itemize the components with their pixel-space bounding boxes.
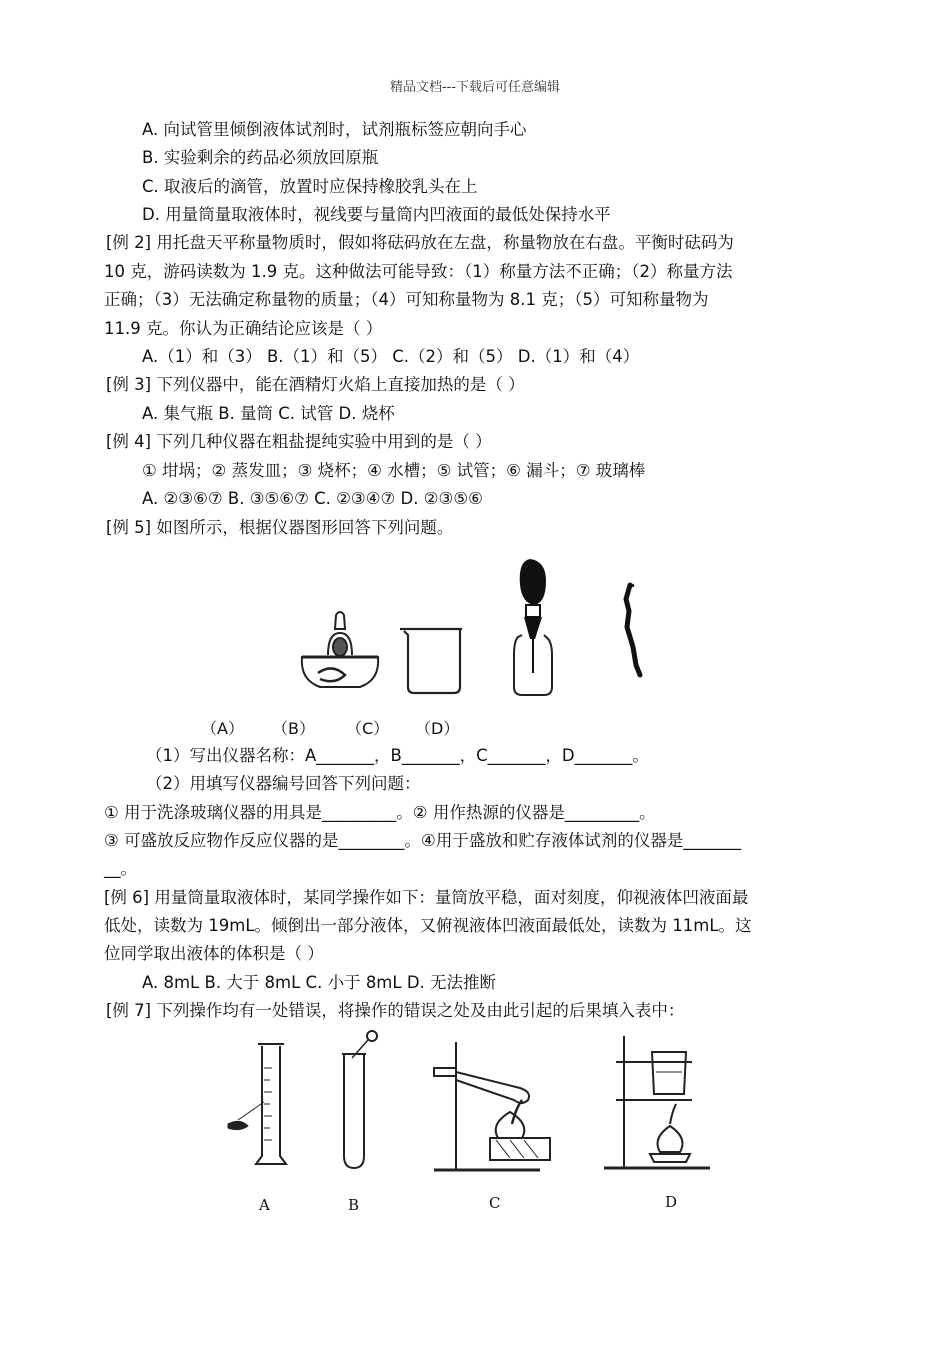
heating-tube-stand-drawing: [434, 1042, 550, 1170]
operations-figure: [220, 1028, 720, 1188]
text-line: A. ②③⑥⑦ B. ③⑤⑥⑦ C. ②③④⑦ D. ②③⑤⑥: [142, 489, 483, 508]
text-line: 10 克，游码读数为 1.9 克。这种做法可能导致：（1）称量方法不正确；（2）称量方法: [104, 262, 733, 281]
text-line: [例 6] 用量筒量取液体时，某同学操作如下：量筒放平稳，面对刻度，仰视液体凹液面最: [104, 888, 749, 907]
figure-label-c: （C）: [346, 719, 390, 738]
page-header: 精品文档---下载后可任意编辑: [389, 80, 561, 95]
text-line: （1）写出仪器名称：A_______，B_______，C_______，D_______。: [146, 746, 649, 765]
stirring-rod-drawing: [626, 585, 640, 675]
ring-stand-heating-drawing: [604, 1036, 710, 1168]
text-line: C. 取液后的滴管，放置时应保持橡胶乳头在上: [142, 177, 478, 196]
text-line: ③ 可盛放反应物作反应仪器的是________。④用于盛放和贮存液体试剂的仪器是_______: [104, 831, 742, 850]
text-line: ① 坩埚；② 蒸发皿；③ 烧杯；④ 水槽；⑤ 试管；⑥ 漏斗；⑦ 玻璃棒: [142, 461, 646, 480]
text-line: 11.9 克。你认为正确结论应该是（ ）: [104, 319, 383, 338]
text-line: （2）用填写仪器编号回答下列问题：: [146, 774, 421, 793]
text-line: [例 3] 下列仪器中，能在酒精灯火焰上直接加热的是（ ）: [106, 375, 525, 394]
test-tube-brush-drawing: [514, 559, 552, 695]
text-line: A. 8mL B. 大于 8mL C. 小于 8mL D. 无法推断: [142, 973, 497, 992]
text-line: 位同学取出液体的体积是（ ）: [104, 944, 324, 963]
test-tube-drawing: [342, 1031, 377, 1168]
figure2-label-c: C: [489, 1194, 501, 1212]
text-line: D. 用量筒量取液体时，视线要与量筒内凹液面的最低处保持水平: [142, 205, 611, 224]
figure2-label-a: A: [259, 1196, 270, 1214]
text-line: [例 5] 如图所示，根据仪器图形回答下列问题。: [106, 518, 454, 537]
text-line: [例 2] 用托盘天平称量物质时，假如将砝码放在左盘，称量物放在右盘。平衡时砝码为: [106, 233, 734, 252]
text-line: A.（1）和（3） B.（1）和（5） C.（2）和（5） D.（1）和（4）: [142, 347, 640, 366]
figure-label-a: （A）: [201, 719, 244, 738]
text-line: 正确；（3）无法确定称量物的质量；（4）可知称量物为 8.1 克；（5）可知称量物为: [104, 290, 709, 309]
graduated-cylinder-drawing: [228, 1044, 286, 1164]
instruments-figure: [290, 555, 670, 705]
text-line: [例 7] 下列操作均有一处错误，将操作的错误之处及由此引起的后果填入表中：: [106, 1001, 685, 1020]
text-line: A. 集气瓶 B. 量筒 C. 试管 D. 烧杯: [142, 404, 395, 423]
figure-label-b: （B）: [272, 719, 315, 738]
text-line: A. 向试管里倾倒液体试剂时，试剂瓶标签应朝向手心: [142, 120, 527, 139]
figure2-label-d: D: [665, 1193, 678, 1211]
text-line: [例 4] 下列几种仪器在粗盐提纯实验中用到的是（ ）: [106, 432, 492, 451]
figure-label-d: （D）: [415, 719, 460, 738]
text-line: B. 实验剩余的药品必须放回原瓶: [142, 148, 379, 167]
text-line: 低处，读数为 19mL。倾倒出一部分液体，又俯视液体凹液面最低处，读数为 11mL。这: [104, 916, 752, 935]
alcohol-lamp-drawing: [302, 612, 378, 687]
text-line: ① 用于洗涤玻璃仪器的用具是_________。② 用作热源的仪器是_________。: [104, 803, 656, 822]
text-line: __。: [104, 859, 137, 878]
figure2-label-b: B: [348, 1196, 360, 1214]
beaker-drawing: [400, 629, 462, 693]
